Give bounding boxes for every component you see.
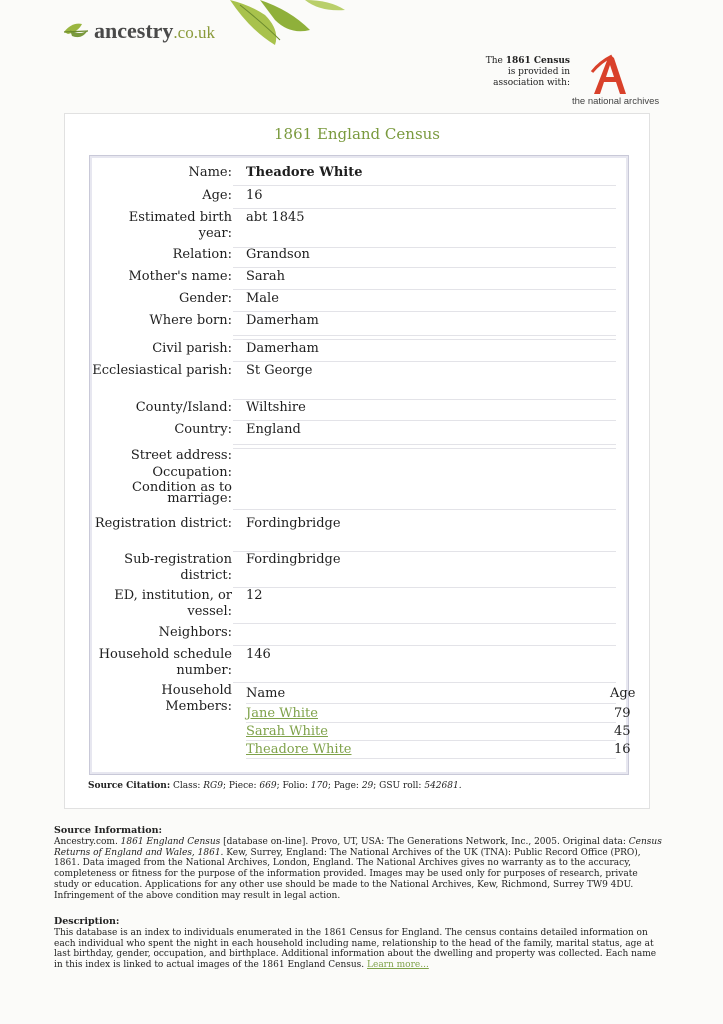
field-value: Theadore White — [246, 165, 363, 180]
household-label: Household Members: — [161, 683, 232, 714]
partner-statement — [450, 56, 570, 89]
citation-page: 29 — [361, 781, 374, 791]
field-value: 12 — [246, 588, 263, 603]
field-label: Mother's name: — [128, 269, 232, 284]
record-fields-panel — [89, 155, 636, 775]
red-a-logo — [590, 52, 630, 96]
field-value: St George — [246, 363, 313, 378]
logo-wordmark — [94, 18, 215, 44]
field-label: Relation: — [172, 247, 232, 262]
household-member-link[interactable]: Sarah White — [246, 724, 328, 739]
household-member-age: 45 — [614, 724, 631, 739]
source-citation — [88, 781, 462, 791]
citation-label: Source Citation: — [88, 781, 171, 791]
household-header — [246, 686, 636, 701]
citation-class: RG9 — [203, 781, 223, 791]
learn-more-link[interactable]: Learn more... — [367, 960, 429, 971]
field-value: Sarah — [246, 269, 285, 284]
field-value: Fordingbridge — [246, 516, 341, 531]
household-member-link[interactable]: Jane White — [246, 706, 318, 721]
description-text: This database is an index to individuals enumerated in the 1861 Census for England. The census contains detailed information on each individual who spent the night in each household including name, relationship to the head of the family, marital status, age at last birthday, gender, occupation, and birthplace. Additional information about the dwelling and property was collected. Each name in this index is linked to actual images of the 1861 England Census. Learn more... — [54, 927, 657, 971]
citation-text: ; Page: — [327, 781, 362, 791]
field-value: England — [246, 422, 301, 437]
partner-line3: association with: — [493, 78, 570, 88]
field-label: Occupation: — [152, 465, 232, 480]
field-value: 146 — [246, 647, 271, 662]
field-value: Grandson — [246, 247, 310, 262]
field-label: Age: — [202, 188, 232, 203]
field-value: abt 1845 — [246, 210, 305, 225]
source-info-heading: Source Information: — [54, 825, 162, 836]
field-value: 16 — [246, 188, 263, 203]
citation-text: ; GSU roll: — [373, 781, 425, 791]
field-label: County/Island: — [135, 400, 232, 415]
citation-folio: 170 — [310, 781, 328, 791]
field-value: Wiltshire — [246, 400, 306, 415]
field-label: ED, institution, or vessel: — [114, 588, 232, 619]
field-value: Male — [246, 291, 279, 306]
field-value: Damerham — [246, 313, 319, 328]
national-archives-block — [470, 52, 670, 112]
household-col-age: Age — [610, 686, 636, 701]
field-label: Gender: — [178, 291, 232, 306]
vine-leaves-decoration — [220, 0, 350, 55]
ancestry-logo[interactable] — [62, 18, 215, 44]
source-information — [54, 826, 664, 902]
partner-census: 1861 Census — [505, 56, 570, 66]
leaf-icon — [62, 18, 90, 44]
citation-text: ; Piece: — [222, 781, 260, 791]
household-member-link[interactable]: Theadore White — [246, 742, 352, 757]
field-label: Country: — [174, 422, 232, 437]
household-member-age: 79 — [614, 706, 631, 721]
field-label: Condition as to marriage: — [132, 480, 232, 506]
record-title: 1861 England Census — [274, 125, 440, 143]
source-info-text: Ancestry.com. 1861 England Census [database on-line]. Provo, UT, USA: The Generations Network, Inc., 2005. Original data: Census Returns of England and Wales, 1861. Kew, Surrey, England: The National Archives of the UK (TNA): Public Record Office (PRO), 1861. Data imaged from the National Archives, London, England. The National Archives gives no warranty as to the accuracy, completeness or fitness for the purpose of the information provided. Images may be used only for purposes of research, private study or education. Applications for any other use should be made to the National Archives, Kew, Richmond, Surrey TW9 4DU. Infringement of the above condition may result in legal action. — [54, 836, 662, 901]
logo-brand: ancestry — [94, 18, 174, 43]
field-label: Household schedule number: — [98, 647, 232, 678]
field-value: Damerham — [246, 341, 319, 356]
field-label: Registration district: — [94, 516, 232, 531]
field-value: Fordingbridge — [246, 552, 341, 567]
citation-text: Class: — [170, 781, 204, 791]
field-label: Sub-registration district: — [124, 552, 232, 583]
citation-piece: 669 — [259, 781, 277, 791]
citation-text: ; Folio: — [276, 781, 311, 791]
citation-gsu-roll: 542681. — [424, 781, 462, 791]
field-label: Estimated birth year: — [128, 210, 232, 241]
census-record-card — [64, 113, 650, 809]
household-member-age: 16 — [614, 742, 631, 757]
partner-prefix: The — [485, 56, 506, 66]
description-heading: Description: — [54, 916, 120, 927]
field-label: Street address: — [130, 448, 232, 463]
logo-tld: .co.uk — [173, 23, 215, 42]
field-label: Ecclesiastical parish: — [92, 363, 232, 378]
field-label: Neighbors: — [158, 625, 232, 640]
household-col-name: Name — [246, 686, 286, 701]
field-label: Civil parish: — [152, 341, 232, 356]
field-label: Name: — [188, 165, 232, 180]
description — [54, 917, 664, 971]
partner-line2: is provided in — [507, 67, 570, 77]
field-label: Where born: — [149, 313, 232, 328]
partner-name: the national archives — [572, 96, 660, 107]
